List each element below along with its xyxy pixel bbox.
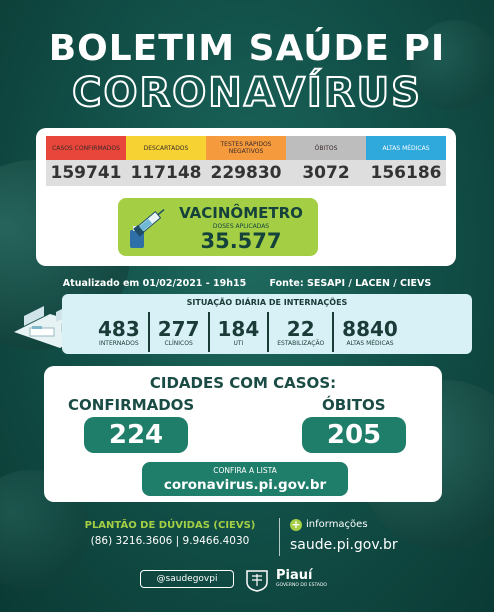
hosp-value: 277: [157, 316, 200, 341]
cities-confirmed-label: CONFIRMADOS: [68, 396, 195, 414]
plus-icon: +: [291, 517, 301, 531]
stat-value: 117148: [126, 160, 206, 186]
stat-label: DESCARTADOS: [126, 136, 206, 160]
vaccinometer-label: DOSES APLICADAS: [212, 223, 270, 230]
info-label: informações: [306, 519, 368, 530]
divider: [279, 518, 280, 556]
stat-rapid-tests: [206, 136, 286, 186]
hospitalization-title: SITUAÇÃO DIÁRIA DE INTERNAÇÕES: [186, 298, 348, 307]
hosp-label: ALTAS MÉDICAS: [346, 339, 394, 347]
cities-card: [44, 366, 442, 502]
syringe-icon: [126, 204, 166, 250]
cities-confirmed-value: 224: [84, 417, 188, 453]
logo-subtitle: GOVERNO DO ESTADO: [276, 583, 327, 588]
stat-value: 3072: [286, 160, 366, 186]
cities-deaths-value: 205: [302, 417, 406, 453]
stat-confirmed: [46, 136, 126, 186]
footer: [0, 568, 494, 592]
hosp-icu: [210, 312, 270, 352]
stat-value: 156186: [366, 160, 446, 186]
hosp-clinical: [150, 312, 210, 352]
info-url: saude.pi.gov.br: [290, 537, 398, 553]
hosp-label: ESTABILIZAÇÃO: [277, 339, 325, 347]
vaccinometer-value: 35.577: [200, 229, 282, 253]
state-crest-icon: [244, 568, 270, 592]
hosp-label: UTI: [233, 339, 244, 347]
stats-row: [46, 136, 446, 186]
hotline-phones: (86) 3216.3606 | 9.9466.4030: [90, 535, 250, 547]
stat-discharges: [366, 136, 446, 186]
hosp-value: 22: [286, 316, 315, 341]
stat-label: CASOS CONFIRMADOS: [46, 136, 126, 160]
data-source: Fonte: SESAPI / LACEN / CIEVS: [269, 278, 432, 289]
update-info: [0, 278, 494, 289]
page-title: BOLETIM SAÚDE PI: [48, 28, 446, 69]
stats-card: [36, 128, 456, 266]
cities-title: CIDADES COM CASOS:: [149, 374, 337, 392]
vaccinometer-title: VACINÔMETRO: [179, 204, 303, 222]
hosp-stabilization: [269, 312, 334, 352]
list-link-label: CONFIRA A LISTA: [213, 466, 277, 475]
hosp-label: INTERNADOS: [99, 339, 139, 347]
hospitalization-row: [90, 312, 468, 352]
stat-label: ÓBITOS: [286, 136, 366, 160]
vaccinometer: [118, 198, 318, 256]
update-date: Atualizado em 01/02/2021 - 19h15: [62, 278, 247, 289]
hospitalization-panel: [62, 294, 472, 354]
government-logo: [276, 568, 356, 592]
hosp-inpatients: [90, 312, 150, 352]
hotline: [70, 520, 270, 547]
hosp-value: 184: [217, 316, 260, 341]
cities-list-link[interactable]: [142, 462, 348, 496]
stat-value: 229830: [206, 160, 286, 186]
info-link[interactable]: [290, 514, 440, 553]
cities-deaths-label: ÓBITOS: [322, 396, 386, 414]
page-subtitle: CORONAVÍRUS: [72, 70, 422, 116]
list-link-url: coronavirus.pi.gov.br: [163, 477, 327, 493]
hotline-title: PLANTÃO DE DÚVIDAS (CIEVS): [84, 520, 256, 531]
hosp-label: CLÍNICOS: [164, 339, 193, 347]
logo-name: Piauí: [276, 568, 313, 583]
stat-value: 159741: [46, 160, 126, 186]
social-handle[interactable]: @saudegovpi: [140, 570, 234, 588]
hosp-value: 483: [98, 316, 140, 341]
stat-deaths: [286, 136, 366, 186]
stat-discarded: [126, 136, 206, 186]
stat-label: TESTES RÁPIDOS NEGATIVOS: [206, 136, 286, 160]
stat-label: ALTAS MÉDICAS: [366, 136, 446, 160]
hosp-discharges: [334, 312, 406, 352]
hosp-value: 8840: [342, 316, 398, 341]
